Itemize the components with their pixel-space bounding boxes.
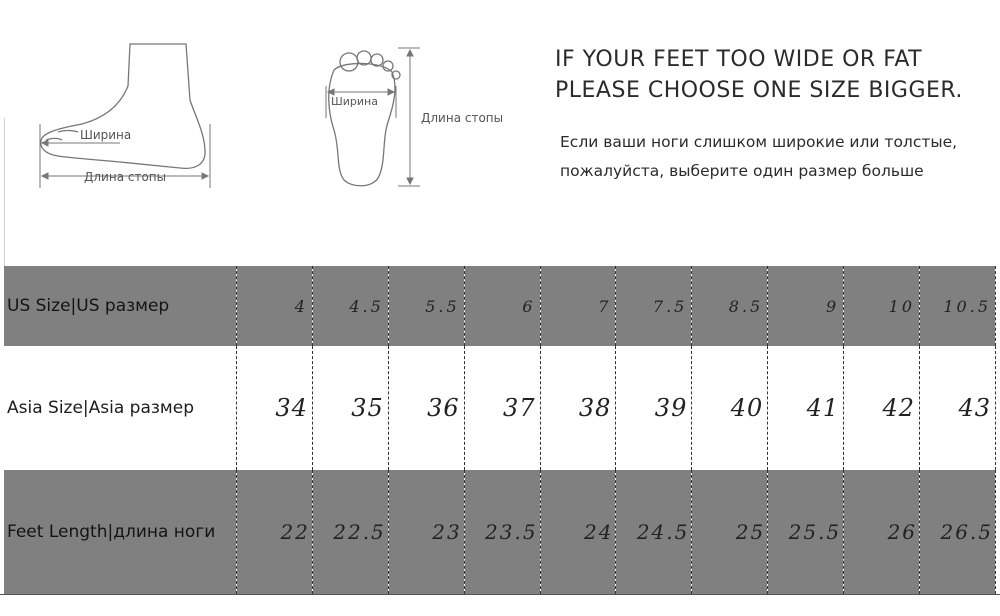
feet-length-cell: 23.5 bbox=[464, 470, 540, 594]
size-chart-table bbox=[4, 266, 996, 594]
row-label-us-size: US Size|US размер bbox=[4, 266, 237, 346]
side-length-label: Длина стопы bbox=[84, 170, 167, 184]
us-size-cell: 10 bbox=[844, 266, 920, 346]
feet-length-cell: 24 bbox=[540, 470, 616, 594]
us-size-cell: 7 bbox=[540, 266, 616, 346]
bottom-divider bbox=[0, 594, 1000, 595]
asia-size-cell: 34 bbox=[237, 346, 313, 470]
top-length-arrow bbox=[398, 48, 420, 186]
note-en-line2: PLEASE CHOOSE ONE SIZE BIGGER. bbox=[555, 78, 963, 103]
top-length-label: Длина стопы bbox=[421, 111, 504, 125]
side-foot-outline bbox=[41, 44, 205, 168]
feet-length-cell: 24.5 bbox=[616, 470, 692, 594]
note-en-line1: IF YOUR FEET TOO WIDE OR FAT bbox=[555, 47, 923, 72]
divider-line bbox=[4, 118, 5, 266]
note-ru-line1: Если ваши ноги слишком широкие или толстые, bbox=[560, 133, 958, 151]
note-ru-line2: пожалуйста, выберите один размер больше bbox=[560, 162, 924, 180]
asia-size-cell: 39 bbox=[616, 346, 692, 470]
feet-length-cell: 25 bbox=[692, 470, 768, 594]
feet-length-cell: 22 bbox=[237, 470, 313, 594]
us-size-cell: 9 bbox=[768, 266, 844, 346]
asia-size-cell: 40 bbox=[692, 346, 768, 470]
table-row-us-size bbox=[4, 266, 996, 346]
top-foot-outline bbox=[329, 51, 400, 186]
top-width-label: Ширина bbox=[331, 95, 378, 108]
us-size-cell: 8.5 bbox=[692, 266, 768, 346]
us-size-cell: 4.5 bbox=[312, 266, 388, 346]
asia-size-cell: 38 bbox=[540, 346, 616, 470]
asia-size-cell: 42 bbox=[844, 346, 920, 470]
us-size-cell: 7.5 bbox=[616, 266, 692, 346]
feet-length-cell: 25.5 bbox=[768, 470, 844, 594]
row-label-feet-length: Feet Length|длина ноги bbox=[4, 470, 237, 594]
side-width-label: Ширина bbox=[80, 128, 132, 142]
asia-size-cell: 41 bbox=[768, 346, 844, 470]
us-size-cell: 6 bbox=[464, 266, 540, 346]
top-section bbox=[0, 0, 1000, 266]
feet-length-cell: 22.5 bbox=[312, 470, 388, 594]
feet-length-cell: 26.5 bbox=[920, 470, 996, 594]
asia-size-cell: 36 bbox=[388, 346, 464, 470]
us-size-cell: 10.5 bbox=[920, 266, 996, 346]
table-row-asia-size bbox=[4, 346, 996, 470]
us-size-cell: 5.5 bbox=[388, 266, 464, 346]
asia-size-cell: 35 bbox=[312, 346, 388, 470]
asia-size-cell: 37 bbox=[464, 346, 540, 470]
feet-length-cell: 23 bbox=[388, 470, 464, 594]
asia-size-cell: 43 bbox=[920, 346, 996, 470]
table-row-feet-length bbox=[4, 470, 996, 594]
us-size-cell: 4 bbox=[237, 266, 313, 346]
row-label-asia-size: Asia Size|Asia размер bbox=[4, 346, 237, 470]
feet-length-cell: 26 bbox=[844, 470, 920, 594]
